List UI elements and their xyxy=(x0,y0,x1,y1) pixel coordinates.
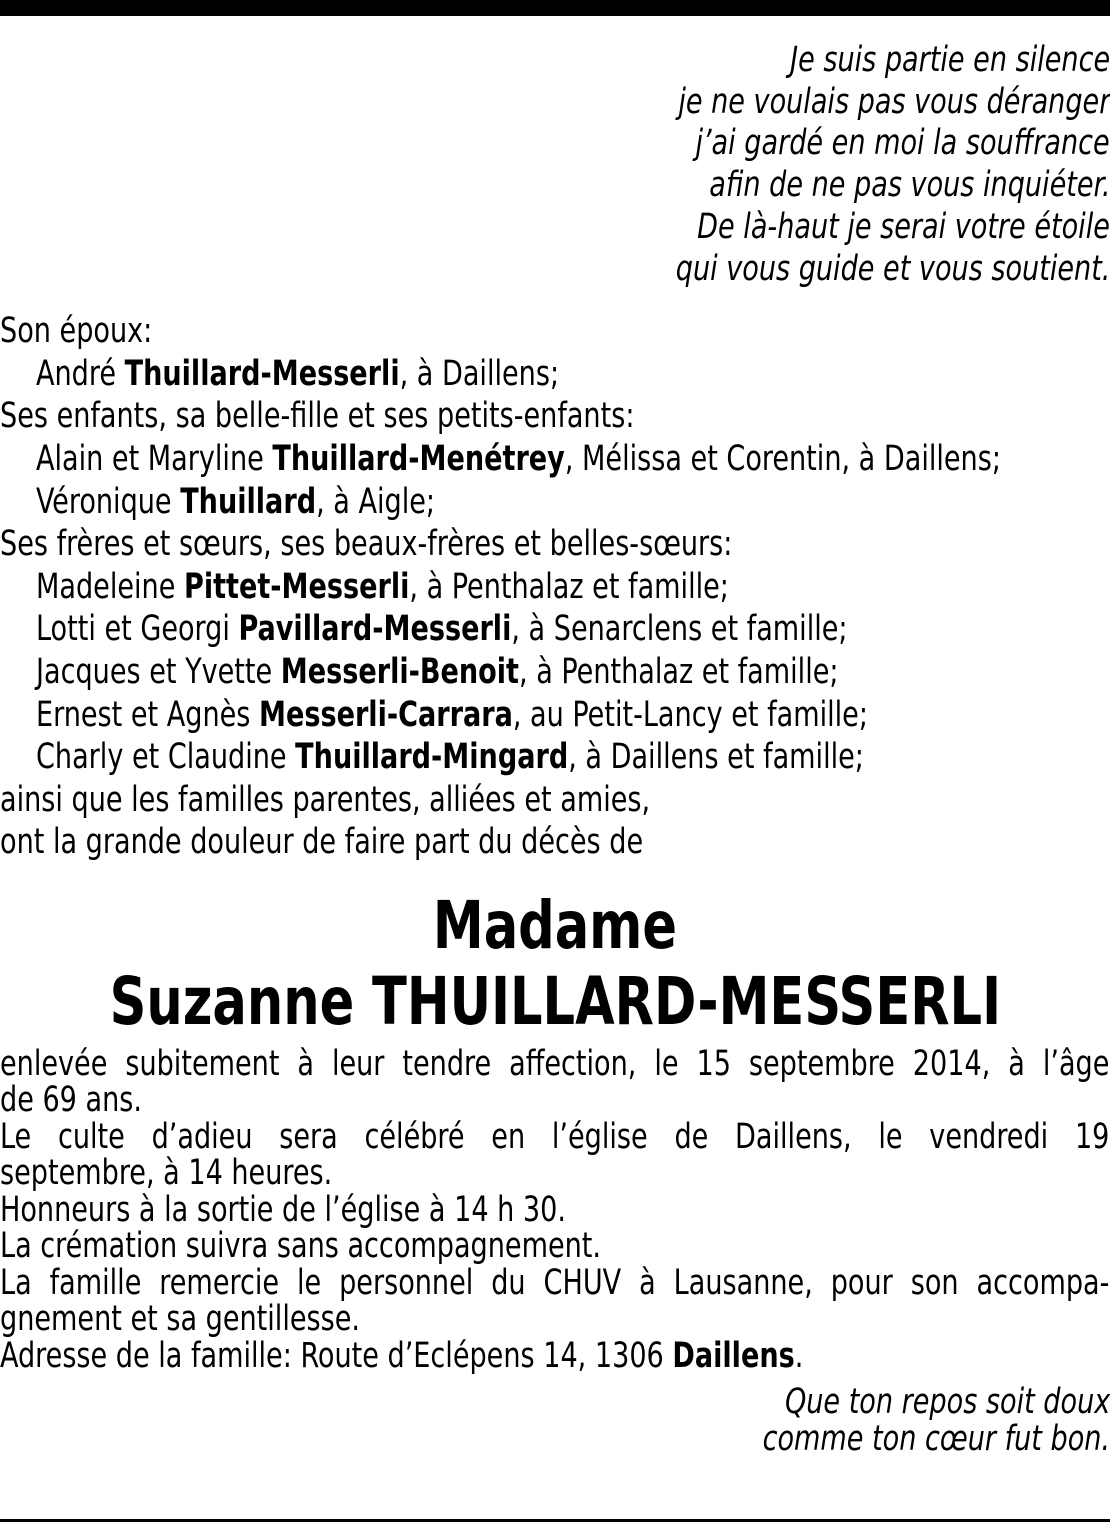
deceased-name-block xyxy=(0,888,1110,1040)
family-entry: Charly et Claudine Thuillard-Mingard, à Daillens et famille; xyxy=(36,737,864,778)
family-surname: Thuillard xyxy=(180,481,317,522)
body-line: gnement et sa gentillesse. xyxy=(0,1299,361,1340)
poem-line: afin de ne pas vous inquiéter. xyxy=(708,165,1110,206)
address-town: Daillens xyxy=(672,1335,795,1376)
bottom-rule xyxy=(0,1519,1110,1522)
family-surname: Messerli-Carrara xyxy=(258,694,513,735)
closing-line: ont la grande douleur de faire part du décès de xyxy=(0,822,644,863)
family-surname: Pittet-Messerli xyxy=(183,566,410,607)
body-line: Le culte d’adieu sera célébré en l’église de Daillens, le vendredi 19 xyxy=(0,1116,1110,1157)
poem-line: qui vous guide et vous soutient. xyxy=(675,248,1110,289)
poem-line: je ne voulais pas vous déranger xyxy=(677,81,1110,122)
family-entry: Lotti et Georgi Pavillard-Messerli, à Senarclens et famille; xyxy=(36,609,848,650)
family-surname: Thuillard-Menétrey xyxy=(272,439,565,479)
spouse-heading: Son époux: xyxy=(0,311,153,352)
family-surname: Messerli-Benoit xyxy=(280,651,520,692)
body-line: septembre, à 14 heures. xyxy=(0,1153,333,1194)
deceased-name: Suzanne THUILLARD-MESSERLI xyxy=(109,962,1001,1040)
family-list xyxy=(0,310,1110,864)
family-address: Adresse de la famille: Route d’Eclépens 14, 1306 Daillens. xyxy=(0,1335,804,1376)
body-line: La famille remercie le personnel du CHUV à Lausanne, pour son accompa- xyxy=(0,1262,1110,1303)
deceased-title: Madame xyxy=(432,886,678,964)
closing-verse xyxy=(0,1384,1110,1457)
body-line: La crémation suivra sans accompagnement. xyxy=(0,1226,602,1267)
opening-poem xyxy=(0,40,1110,290)
closing-line: ainsi que les familles parentes, alliées et amies, xyxy=(0,779,651,820)
obituary-notice xyxy=(0,40,1110,1457)
siblings-heading: Ses frères et sœurs, ses beaux-frères et belles-sœurs: xyxy=(0,524,733,565)
body-line: Honneurs à la sortie de l’église à 14 h 30. xyxy=(0,1189,566,1230)
top-rule xyxy=(0,0,1110,16)
family-surname: Thuillard-Mingard xyxy=(295,737,569,778)
verse-line: comme ton cœur fut bon. xyxy=(762,1418,1110,1459)
children-heading: Ses enfants, sa belle-fille et ses petits-enfants: xyxy=(0,396,635,437)
family-entry: André Thuillard-Messerli, à Daillens; xyxy=(36,353,560,394)
family-entry: Madeleine Pittet-Messerli, à Penthalaz et famille; xyxy=(36,566,729,607)
poem-line: Je suis partie en silence xyxy=(789,40,1110,80)
notice-body xyxy=(0,1043,1110,1376)
family-surname: Thuillard-Messerli xyxy=(124,353,400,394)
family-surname: Pavillard-Messerli xyxy=(238,609,512,650)
family-entry: Véronique Thuillard, à Aigle; xyxy=(36,481,436,522)
poem-line: j’ai gardé en moi la souffrance xyxy=(695,123,1110,164)
body-line: enlevée subitement à leur tendre affection, le 15 septembre 2014, à l’âge xyxy=(0,1043,1110,1084)
verse-line: Que ton repos soit doux xyxy=(784,1382,1110,1423)
family-entry: Jacques et Yvette Messerli-Benoit, à Penthalaz et famille; xyxy=(36,651,839,692)
family-entry: Ernest et Agnès Messerli-Carrara, au Petit-Lancy et famille; xyxy=(36,694,868,735)
body-line: de 69 ans. xyxy=(0,1080,142,1121)
family-entry: Alain et Maryline Thuillard-Menétrey, Mélissa et Corentin, à Daillens; xyxy=(36,439,1001,479)
poem-line: De là-haut je serai votre étoile xyxy=(697,206,1110,247)
